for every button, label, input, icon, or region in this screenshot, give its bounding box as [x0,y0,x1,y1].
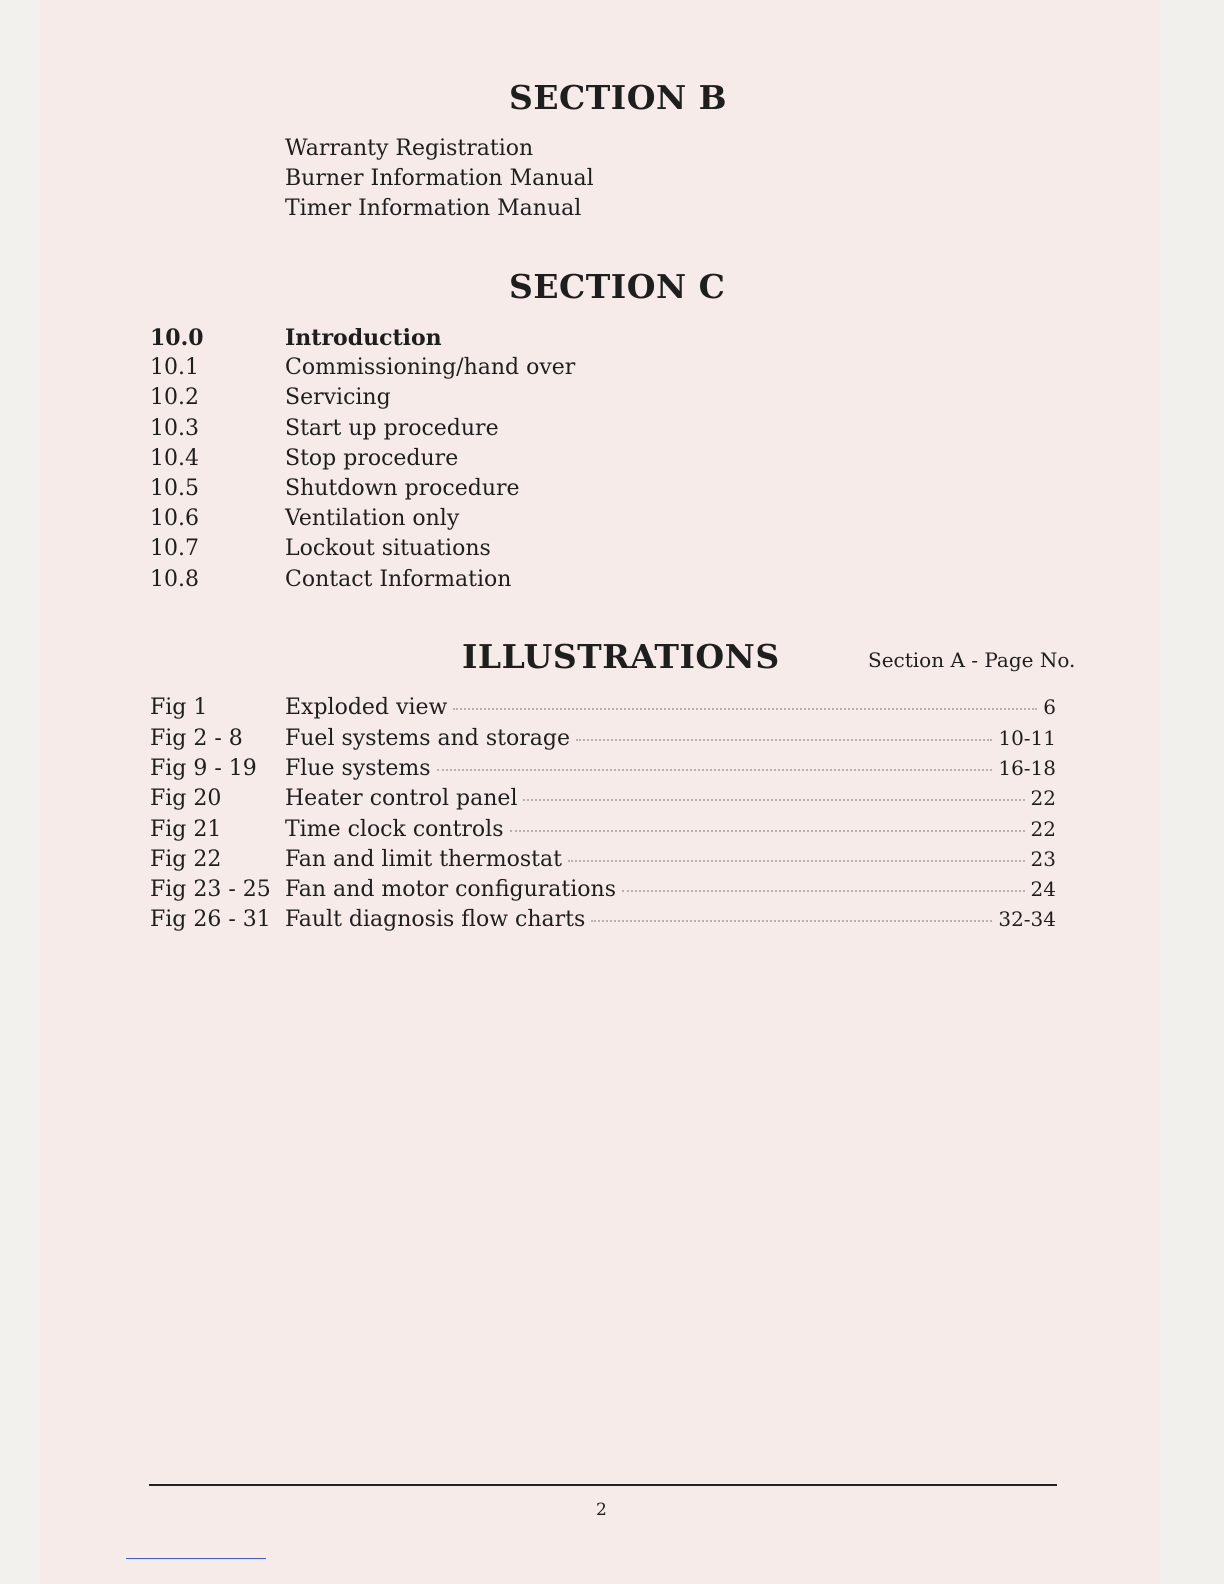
figure-title: Time clock controls [285,817,504,842]
section-c-title: Introduction [285,325,442,351]
illustration-row [150,695,1056,725]
illustration-row [150,726,1056,756]
section-c-title: Lockout situations [285,536,491,561]
section-c-number: 10.3 [150,416,199,441]
figure-title: Heater control panel [285,786,518,811]
figure-page-ref: 24 [1030,877,1056,901]
figure-title: Fuel systems and storage [285,726,570,751]
scan-edge-left [0,0,40,1584]
footer-rule [149,1484,1057,1486]
dot-leader [437,769,993,771]
illustration-row [150,786,1056,816]
section-c-title: Commissioning/hand over [285,355,576,380]
figure-label: Fig 2 - 8 [150,726,243,751]
dot-leader [453,708,1037,710]
section-b-item: Warranty Registration [285,136,534,161]
section-c-number: 10.5 [150,476,199,501]
figure-label: Fig 22 [150,847,222,872]
section-c-number: 10.1 [150,355,199,380]
figure-page-ref: 23 [1030,847,1056,871]
section-c-title: Ventilation only [285,506,460,531]
figure-label: Fig 21 [150,817,222,842]
figure-page-ref: 22 [1030,817,1056,841]
dot-leader [523,799,1024,801]
page-number-column-header: Section A - Page No. [868,648,1076,672]
figure-label: Fig 1 [150,695,208,720]
section-c-number: 10.8 [150,567,199,592]
figure-page-ref: 6 [1043,695,1056,719]
dot-leader [591,920,992,922]
illustrations-heading: ILLUSTRATIONS [462,637,780,676]
section-c-title: Stop procedure [285,446,459,471]
figure-label: Fig 9 - 19 [150,756,257,781]
section-b-heading: SECTION B [509,78,728,117]
section-c-title: Servicing [285,385,391,410]
figure-label: Fig 26 - 31 [150,907,271,932]
illustration-row [150,847,1056,877]
section-c-number: 10.0 [150,325,204,351]
dot-leader [622,890,1025,892]
figure-page-ref: 16-18 [998,756,1056,780]
figure-title: Exploded view [285,695,448,720]
illustration-row [150,756,1056,786]
figure-title: Flue systems [285,756,431,781]
section-b-item: Burner Information Manual [285,166,594,191]
section-c-title: Start up procedure [285,416,499,441]
section-c-number: 10.4 [150,446,199,471]
dot-leader [576,739,992,741]
section-c-number: 10.2 [150,385,199,410]
section-c-number: 10.7 [150,536,199,561]
section-c-number: 10.6 [150,506,199,531]
section-c-title: Shutdown procedure [285,476,520,501]
section-c-heading: SECTION C [509,267,726,306]
figure-page-ref: 10-11 [998,726,1056,750]
dot-leader [568,860,1025,862]
figure-title: Fault diagnosis flow charts [285,907,586,932]
section-b-item: Timer Information Manual [285,196,582,221]
figure-title: Fan and motor configurations [285,877,616,902]
illustration-row [150,907,1056,937]
figure-page-ref: 22 [1030,786,1056,810]
section-c-title: Contact Information [285,567,512,592]
dot-leader [510,830,1025,832]
illustration-row [150,877,1056,907]
illustration-row [150,817,1056,847]
figure-label: Fig 20 [150,786,222,811]
figure-title: Fan and limit thermostat [285,847,562,872]
scan-artifact-line [126,1558,266,1559]
figure-page-ref: 32-34 [998,907,1056,931]
scan-edge-right [1160,0,1224,1584]
page-number: 2 [596,1500,607,1520]
figure-label: Fig 23 - 25 [150,877,271,902]
